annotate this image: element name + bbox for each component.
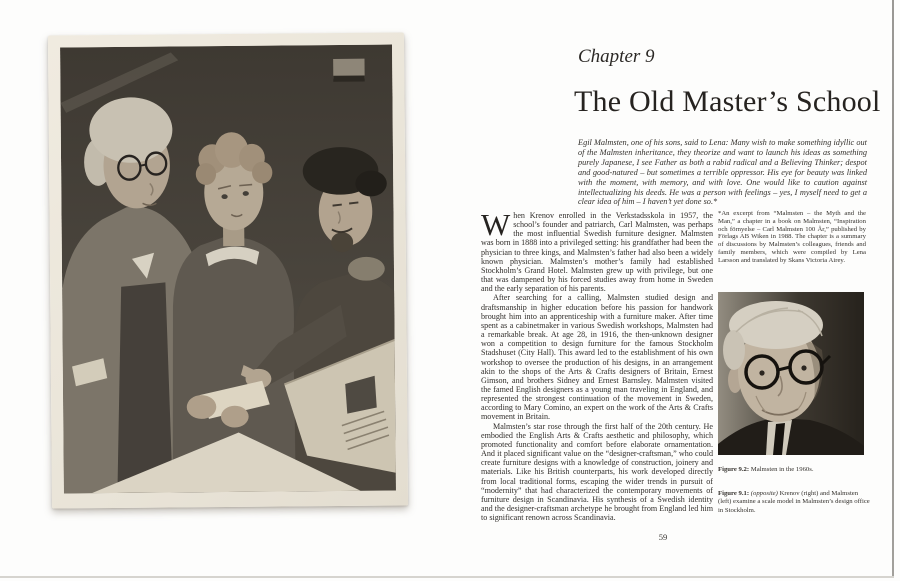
page-edge-bottom: [0, 576, 894, 578]
figure-9-2-text: Malmsten in the 1960s.: [749, 466, 814, 473]
epigraph: Egil Malmsten, one of his sons, said to Lena: Many wish to make something idyllic out of the Malmsten inheritance, they theorize and want to launch his ideas as something purely Japanese, I see Father as both a rabid radical and a Believing Thinker; despot and good-natured – but sometimes a terrible oppressor. His eye for beauty was linked with the moment, with memory, and with love. One would like to caution against intellectualizing his deeds. He was a person with feelings – yes, I myself need to get a clear idea of him – I haven’t yet done so.*: [578, 138, 867, 207]
archival-photo: [60, 45, 396, 494]
archival-photo-print: [48, 32, 408, 508]
page-edge-right: [892, 0, 894, 578]
figure-9-2-label: Figure 9.2:: [718, 466, 750, 473]
portrait-photo: [718, 292, 864, 455]
paragraph-2: After searching for a calling, Malmsten studied design and draftsmanship in higher education before his passion for handwork brought him into an apprenticeship with a furniture maker. After time spent as a cabinetmaker in various Swedish workshops, Malmsten had a remarkable break. At age 28, in 1916, the then-unknown designer won a competition to design furniture for the famous Stockholm Stadshuset (City Hall). This award led to the establishment of his own workshop to oversee the production of his designs, in an arrangement akin to the shops of the Arts & Crafts designers of Britain, Ernest Gimson, and brothers Sidney and Ernest Barnsley. Malmsten visited the famed English designers as a young man traveling in England, and represented the strongest continuation of the movement in Sweden, according to Mary Comino, an expert on the work of the Arts & Crafts movement in Britain.: [481, 293, 713, 422]
figure-9-1-label: Figure 9.1:: [718, 490, 750, 497]
body-text-column: [481, 207, 713, 523]
figure-caption-9-2: [718, 466, 870, 474]
figure-9-1-opposite: (opposite): [749, 490, 778, 497]
footnote-sidenote: *An excerpt from “Malmsten – the Myth and the Man,” a chapter in a book on Malmsten, “Inspiration och förnyelse – Carl Malmsten 100 År,” published by Förlags AB Wiken in 1988. The chapter is a summary of discussions by Malmsten’s colleagues, friends and family members, which were compiled by Lena Larsson and translated by Skans Victoria Airey.: [718, 210, 866, 264]
paragraph-3: Malmsten’s star rose through the first half of the 20th century. He embodied the English Arts & Crafts aesthetic and philosophy, which promoted functionality and comfort before elaborate ornamentation. And it placed significant value on the “designer-craftsman,” who could create furniture designs with a knowledge of construction, joinery and materials. Like his British counterparts, his work developed directly from local traditional forms, escaping the wider trends in pursuit of “modernity” that had characterized the contemporary movements of furniture design in Scandinavia. His synthesis of a Swedish identity and the designer-craftsman archetype he brought from England led him to significant renown across Scandinavia.: [481, 421, 713, 523]
page-number: 59: [658, 532, 668, 542]
paragraph-1-text: hen Krenov enrolled in the Verkstadsskola in 1957, the school’s founder and patriarch, Carl Malmsten, was perhaps the most influential Swedish furniture designer. Malmsten was born in 1888 into a privileged setting: his grandfather had been the physician to three kings, and Malmsten’s father had also been a widely known physician. Malmsten’s mother’s family had established Stockholm’s Grand Hotel. Malmsten grew up with privilege, but one that was dampened by his forced studies away from home in Sweden and the early separation of his parents.: [481, 211, 713, 294]
paragraph-1: [481, 207, 713, 294]
figure-9-1-text: Krenov (right) and Malmsten (left) examine a scale model in Malmsten’s design office in Stockholm.: [718, 490, 870, 514]
chapter-title: The Old Master’s School: [574, 85, 881, 118]
portrait-photo-malmsten: [718, 292, 864, 455]
drop-cap: W: [481, 207, 511, 242]
chapter-label: Chapter 9: [578, 46, 655, 67]
figure-caption-9-1: [718, 490, 870, 515]
